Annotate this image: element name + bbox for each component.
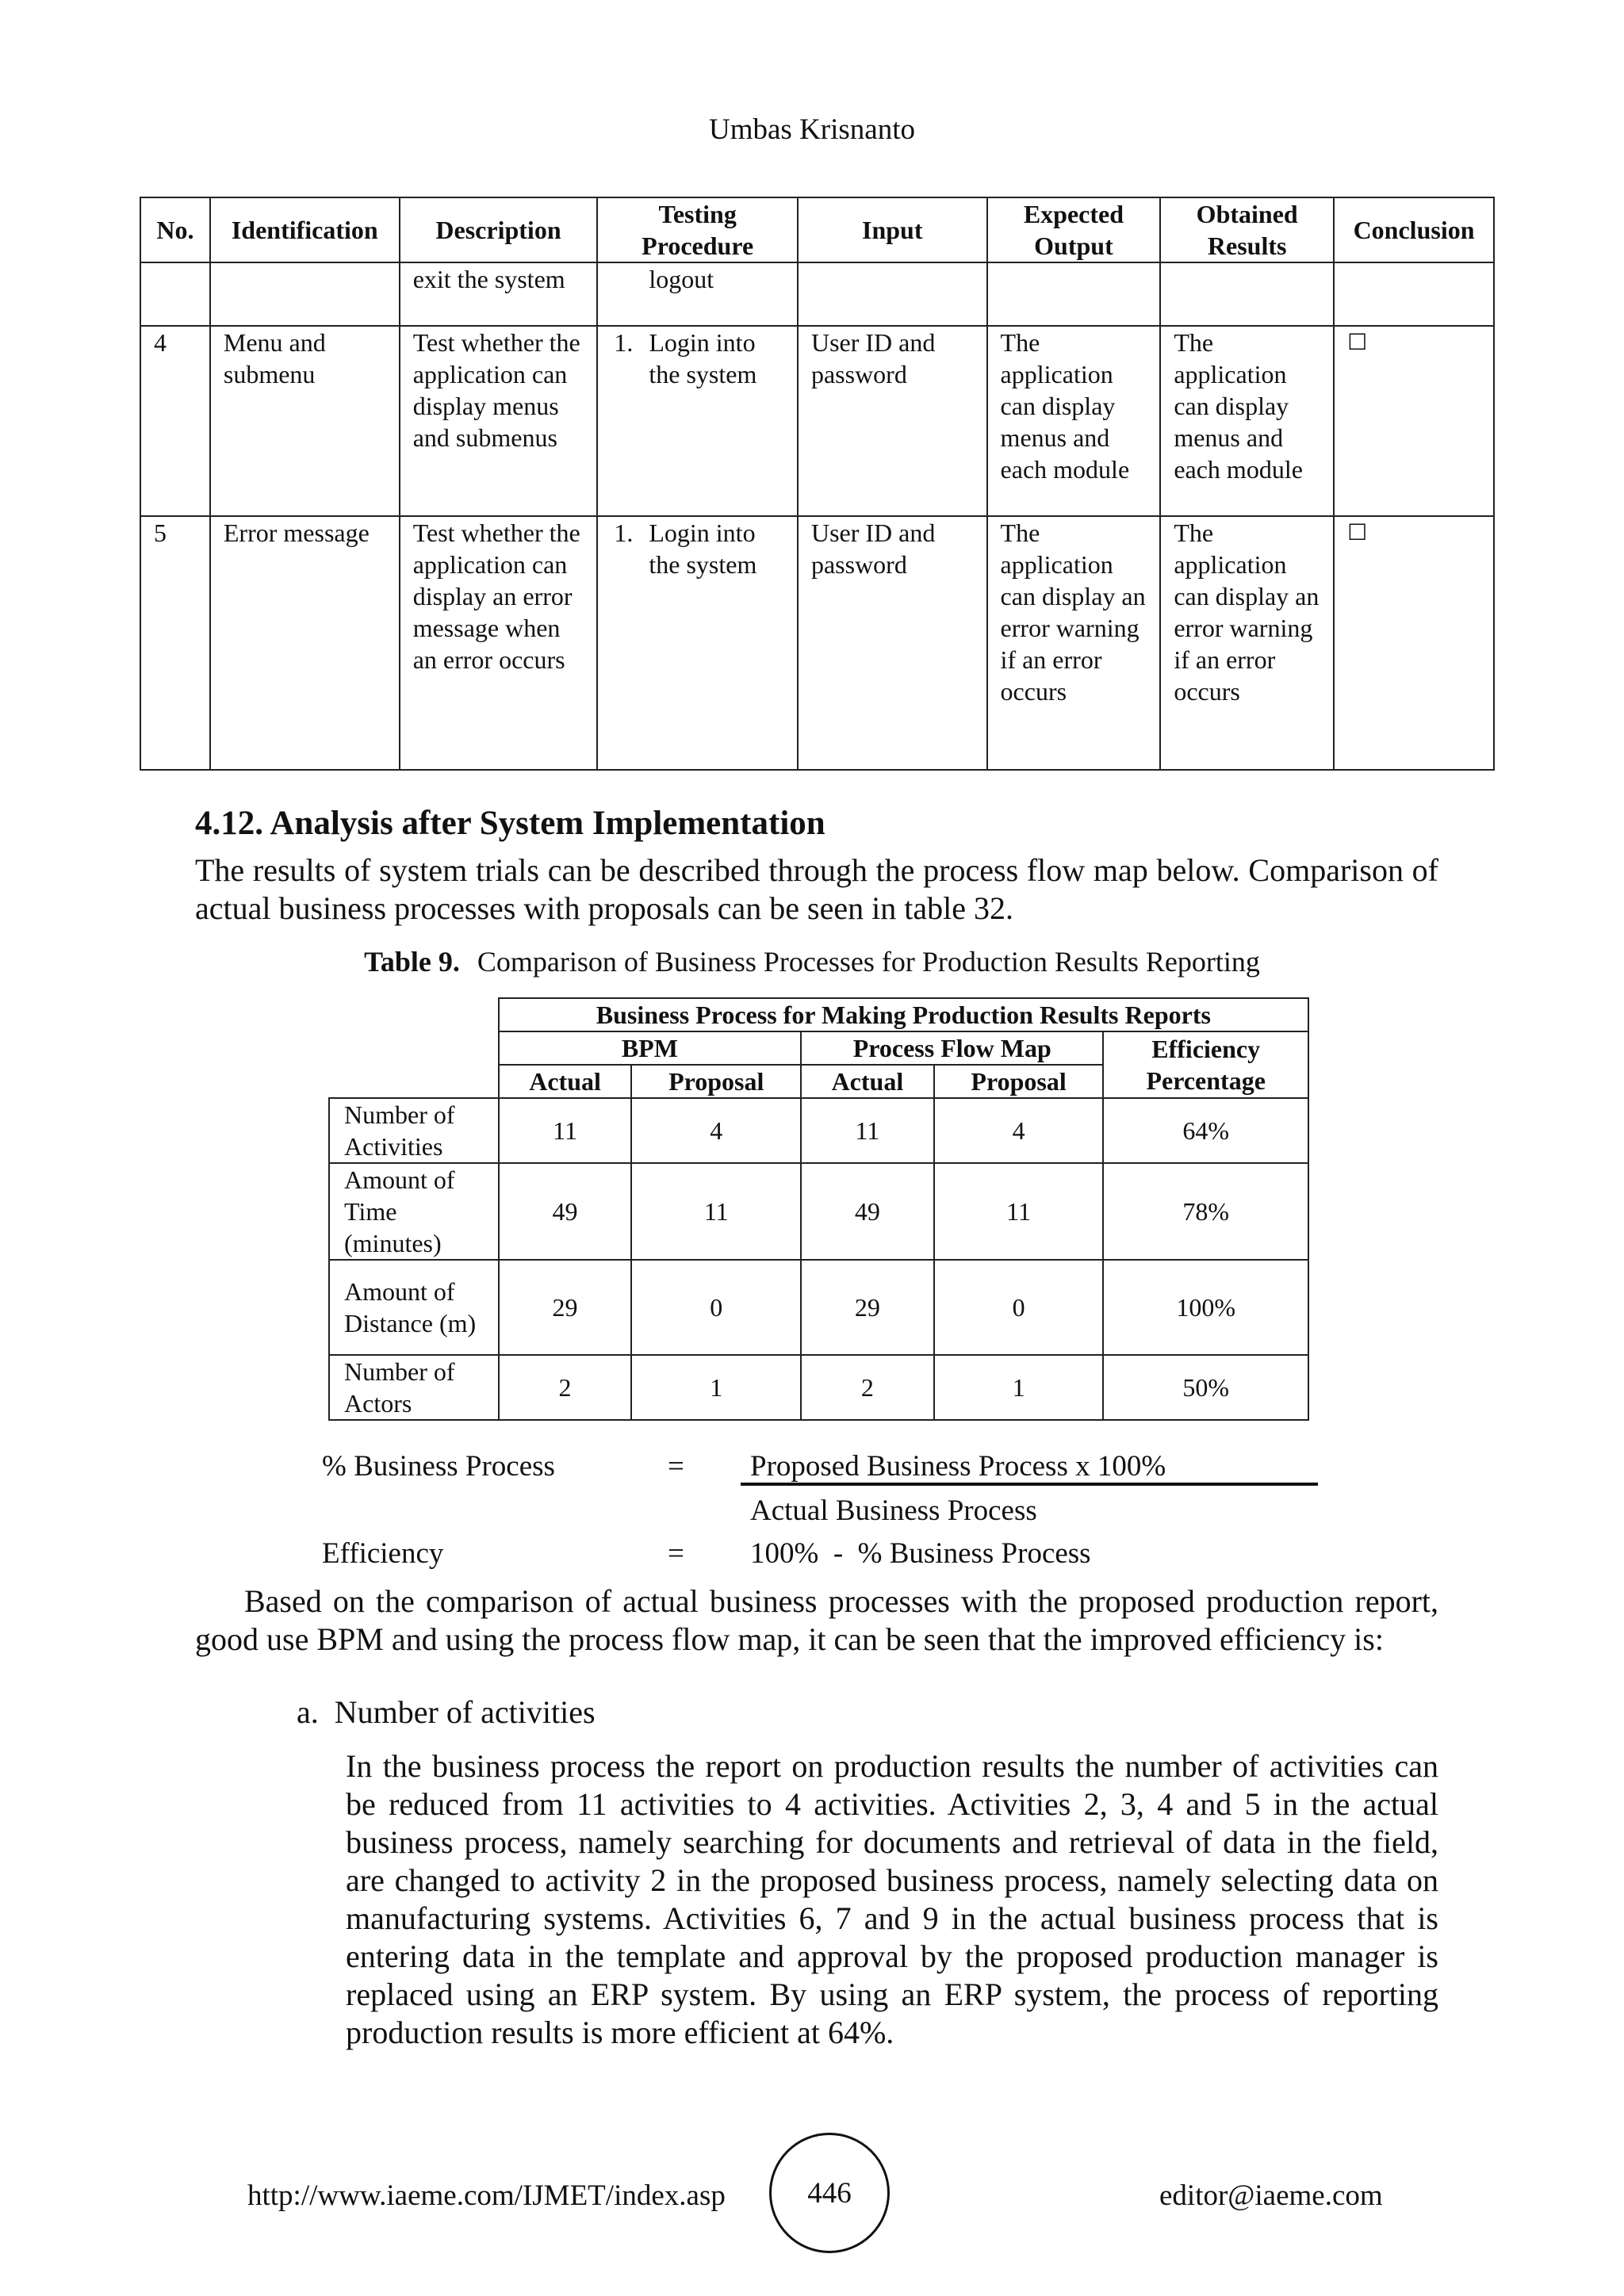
checkbox-icon: ☐ [1334, 516, 1494, 770]
cell-bpm-proposal: 11 [631, 1163, 801, 1260]
procedure-text: logout [649, 265, 714, 293]
col-header-identification: Identification [210, 197, 400, 262]
cell-bpm-proposal: 1 [631, 1355, 801, 1420]
table-row [329, 1355, 1308, 1420]
pfm-actual-header: Actual [801, 1065, 934, 1098]
row-label: Amount of Time (minutes) [329, 1163, 499, 1260]
cell-obtained: The application can display menus and each module [1160, 326, 1334, 516]
col-header-obtained: Obtained Results [1160, 197, 1334, 262]
cell-efficiency: 78% [1103, 1163, 1308, 1260]
cell-input: User ID and password [798, 516, 987, 770]
cell-pfm-actual: 11 [801, 1098, 934, 1163]
table-caption [0, 945, 1624, 978]
formula-denominator: Actual Business Process [750, 1494, 1037, 1527]
intro-paragraph: The results of system trials can be described through the process flow map below. Comparison of actual business processes with proposals can be seen in table 32. [195, 852, 1438, 926]
procedure-number [598, 263, 649, 295]
cell-efficiency: 100% [1103, 1260, 1308, 1355]
cell-bpm-proposal: 0 [631, 1260, 801, 1355]
page-number: 446 [769, 2133, 890, 2253]
table-header-row [329, 998, 1308, 1031]
table-row [140, 326, 1494, 516]
footer-url-link[interactable]: http://www.iaeme.com/IJMET/index.asp [247, 2179, 726, 2212]
caption-label: Table 9. [364, 946, 460, 978]
cell-pfm-proposal: 1 [934, 1355, 1104, 1420]
checkbox-icon: ☐ [1334, 326, 1494, 516]
cell-identification: Menu and submenu [210, 326, 400, 516]
cell-no: 5 [140, 516, 210, 770]
bpm-proposal-header: Proposal [631, 1065, 801, 1098]
procedure-number: 1. [614, 328, 634, 357]
body-paragraph: Based on the comparison of actual business processes with the proposed production report, good use BPM and using the process flow map, it can be seen that the improved efficiency is: [195, 1583, 1438, 1657]
cell-bpm-actual: 2 [499, 1355, 632, 1420]
col-header-expected: Expected Output [987, 197, 1161, 262]
cell-pfm-actual: 2 [801, 1355, 934, 1420]
list-item-text: Number of activities [334, 1694, 596, 1730]
cell-procedure [597, 516, 798, 770]
running-header: Umbas Krisnanto [709, 113, 915, 146]
cell-input [798, 262, 987, 326]
caption-text: Comparison of Business Processes for Production Results Reporting [477, 946, 1260, 978]
cell-description: exit the system [400, 262, 598, 326]
cell-expected [987, 262, 1161, 326]
cell-input: User ID and password [798, 326, 987, 516]
bpm-header: BPM [499, 1031, 801, 1065]
col-header-conclusion: Conclusion [1334, 197, 1494, 262]
table-row [140, 262, 1494, 326]
cell-pfm-proposal: 11 [934, 1163, 1104, 1260]
cell-obtained: The application can display an error warning if an error occurs [1160, 516, 1334, 770]
formula-lhs-efficiency: Efficiency [322, 1537, 444, 1570]
pfm-proposal-header: Proposal [934, 1065, 1104, 1098]
test-cases-table [140, 197, 1495, 771]
table-row [329, 1260, 1308, 1355]
empty-corner-cell [329, 998, 499, 1098]
table-row [140, 516, 1494, 770]
table-header-row [140, 197, 1494, 262]
section-heading: 4.12. Analysis after System Implementation [195, 805, 825, 842]
cell-expected: The application can display an error warning if an error occurs [987, 516, 1161, 770]
col-header-procedure: Testing Procedure [597, 197, 798, 262]
cell-bpm-actual: 29 [499, 1260, 632, 1355]
list-marker: a. [297, 1694, 319, 1730]
cell-pfm-proposal: 4 [934, 1098, 1104, 1163]
cell-efficiency: 64% [1103, 1098, 1308, 1163]
cell-bpm-proposal: 4 [631, 1098, 801, 1163]
table-row [329, 1163, 1308, 1260]
cell-pfm-actual: 49 [801, 1163, 934, 1260]
body-paragraph: In the business process the report on production results the number of activities can be reduced from 11 activities to 4 activities. Activities 2, 3, 4 and 5 in the actual business process, namely searching for documents and retrieval of data in the field, are changed to activity 2 in the proposed business process, namely selecting data on manufacturing systems. Activities 6, 7 and 9 in the actual business process that is entering data in the template and approval by the proposed production manager is replaced using an ERP system. By using an ERP system, the process of reporting production results is more efficient at 64%. [346, 1748, 1438, 2050]
comparison-table [328, 997, 1309, 1421]
formula-numerator: Proposed Business Process x 100% [750, 1450, 1166, 1483]
col-header-no: No. [140, 197, 210, 262]
cell-conclusion [1334, 262, 1494, 326]
cell-bpm-actual: 11 [499, 1098, 632, 1163]
cell-no [140, 262, 210, 326]
procedure-number: 1. [614, 519, 634, 547]
footer-email-link[interactable]: editor@iaeme.com [1159, 2179, 1383, 2212]
col-header-description: Description [400, 197, 598, 262]
row-label: Number of Activities [329, 1098, 499, 1163]
cell-identification: Error message [210, 516, 400, 770]
cell-no: 4 [140, 326, 210, 516]
cell-procedure [597, 262, 798, 326]
cell-pfm-proposal: 0 [934, 1260, 1104, 1355]
process-flow-map-header: Process Flow Map [801, 1031, 1103, 1065]
procedure-text: Login into the system [649, 519, 757, 579]
table-row [329, 1098, 1308, 1163]
procedure-text: Login into the system [649, 328, 757, 388]
cell-bpm-actual: 49 [499, 1163, 632, 1260]
row-label: Number of Actors [329, 1355, 499, 1420]
fraction-divider [741, 1483, 1318, 1486]
cell-description: Test whether the application can display an error message when an error occurs [400, 516, 598, 770]
bpm-actual-header: Actual [499, 1065, 632, 1098]
cell-description: Test whether the application can display menus and submenus [400, 326, 598, 516]
cell-efficiency: 50% [1103, 1355, 1308, 1420]
cell-procedure [597, 326, 798, 516]
group-header: Business Process for Making Production Results Reports [499, 998, 1308, 1031]
cell-identification [210, 262, 400, 326]
formula-equals: = [668, 1450, 684, 1483]
formula-equals: = [668, 1537, 684, 1570]
cell-expected: The application can display menus and each module [987, 326, 1161, 516]
formula-rhs-efficiency: 100% - % Business Process [750, 1537, 1091, 1570]
efficiency-header: Efficiency Percentage [1103, 1031, 1308, 1098]
cell-obtained [1160, 262, 1334, 326]
cell-pfm-actual: 29 [801, 1260, 934, 1355]
formula-lhs-business-process: % Business Process [322, 1450, 555, 1483]
col-header-input: Input [798, 197, 987, 262]
list-item [297, 1693, 596, 1732]
row-label: Amount of Distance (m) [329, 1260, 499, 1355]
